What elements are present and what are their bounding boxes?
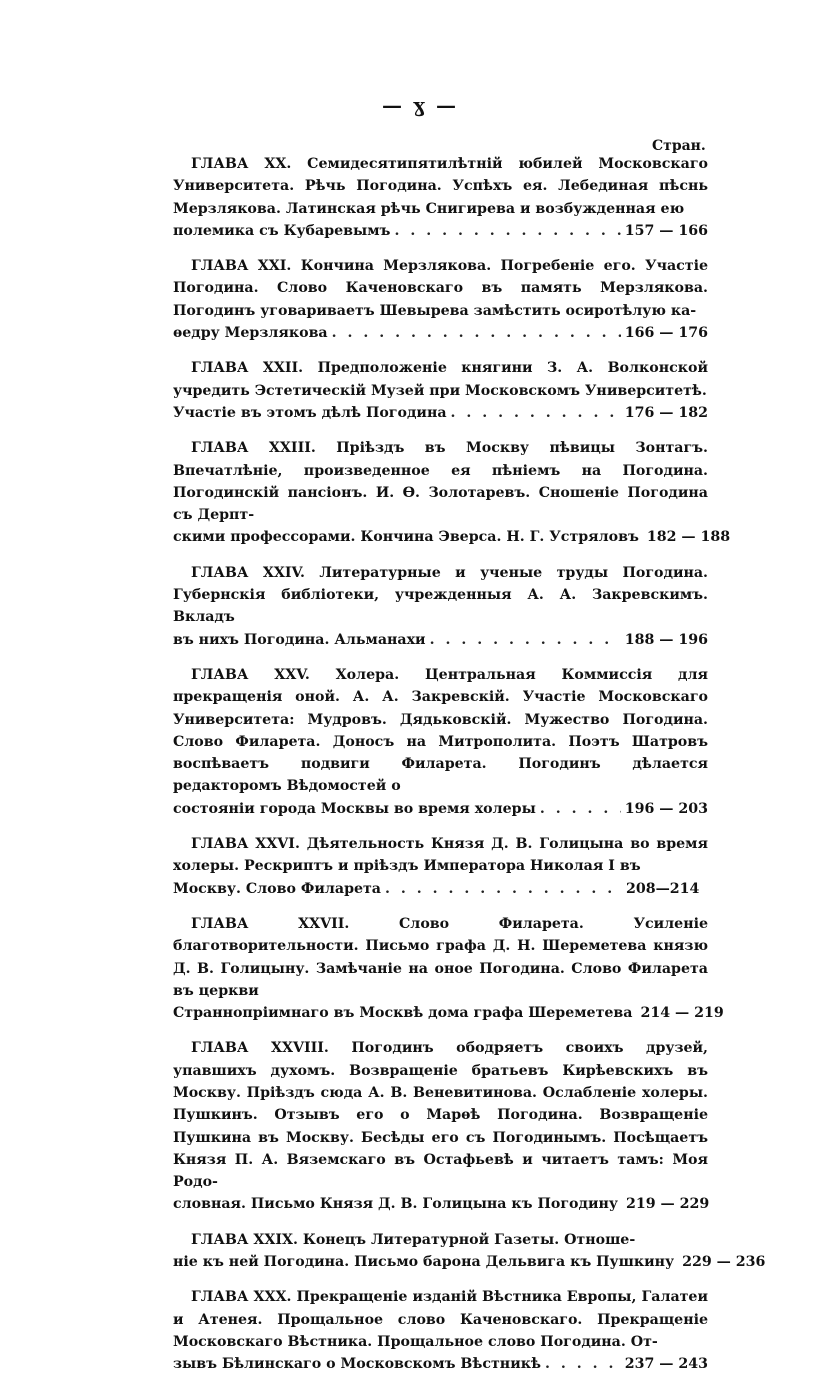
entry-text: ГЛАВА XXX. Прекращеніе изданій Вѣстника Европы, Галатеи и Атенея. Прощальное слово Каченовскаго. Прекращеніе Московскаго Вѣстника. Прощальное слово Погодина. От- (173, 1289, 708, 1350)
entry-text-end: состояніи города Москвы во время холеры (173, 800, 536, 817)
entry-text-end: зывъ Бѣлинскаго о Московскомъ Вѣстникѣ (173, 1356, 541, 1373)
entry-text: ГЛАВА XXII. Предположеніе княгини З. А. Волконской учредить Эстетическій Музей при Московскомъ Университетѣ. (173, 360, 708, 399)
dot-leader (430, 629, 621, 651)
entry-text-end: Страннопріимнаго въ Москвѣ дома графа Шереметева (173, 1005, 633, 1022)
toc-entry-xxix (173, 1229, 766, 1274)
toc-entry-xxiii (173, 437, 731, 548)
entry-text-end: полемика съ Кубаревымъ (173, 222, 391, 239)
entry-text: ГЛАВА XXVI. Дѣятельность Князя Д. В. Голицына во время холеры. Рескриптъ и пріѣздъ Императора Николая I въ (173, 836, 708, 875)
dot-leader (332, 322, 621, 344)
toc-entry-xx (173, 153, 708, 242)
toc-entry-xxiv (173, 562, 708, 651)
entry-text: ГЛАВА XXI. Кончина Мерзлякова. Погребеніе его. Участіе Погодина. Слово Каченовскаго въ память Мерзлякова. Погодинъ уговариваетъ Шевырева замѣстить осиротѣлую ка- (173, 258, 708, 319)
toc-entry-xxviii (173, 1037, 708, 1215)
entry-text-end: ніе къ ней Погодина. Письмо барона Дельвига къ Пушкину (173, 1254, 675, 1271)
entry-text-end: Участіе въ этомъ дѣлѣ Погодина (173, 404, 447, 421)
page-range: 208—214 (626, 880, 700, 897)
page-range: 157 — 166 (624, 222, 708, 239)
toc-entry-xxvi (173, 833, 708, 900)
page-range: 219 — 229 (625, 1196, 710, 1213)
pages-column-label: Стран. (652, 138, 706, 154)
dot-leader (545, 1353, 621, 1375)
entry-text: ГЛАВА XXIV. Литературные и ученые труды Погодина. Губернскія библіотеки, учрежденныя А. А. Закревскимъ. Вкладъ (173, 564, 708, 626)
dot-leader (385, 878, 622, 900)
page-range: 166 — 176 (624, 325, 708, 342)
entry-text: ГЛАВА XX. Семидесятипятилѣтній юбилей Московскаго Университета. Рѣчь Погодина. Успѣхъ ея. Лебединая пѣснь Мерзлякова. Латинская рѣчь Снигирева и возбужденная ею (173, 156, 708, 217)
page-range: 176 — 182 (624, 404, 708, 421)
dot-leader (451, 402, 621, 424)
page-range: 196 — 203 (624, 800, 708, 817)
toc-entry-xxvii (173, 913, 724, 1024)
entry-text: ГЛАВА XXVIII. Погодинъ ободряетъ своихъ друзей, упавшихъ духомъ. Возвращеніе братьевъ Кирѣевскихъ въ Москву. Пріѣздъ сюда А. В. Веневитинова. Ослабленіе холеры. Пушкинъ. Отзывъ его о Марѳѣ Погодина. Возвращеніе Пушкина въ Москву. Бесѣды его съ Погодинымъ. Посѣщаетъ Князя П. А. Вяземскаго въ Остафьевѣ и читаетъ тамъ: Моя Родо- (173, 1040, 708, 1191)
toc-entry-xxi (173, 255, 708, 344)
entry-text-end: въ нихъ Погодина. Альманахи (173, 631, 426, 648)
dot-leader (394, 220, 620, 242)
entry-text: ГЛАВА XXV. Холера. Центральная Коммиссія для прекращенія оной. А. А. Закревскій. Участіе Московскаго Университета: Мудровъ. Дядьковскій. Мужество Погодина. Слово Филарета. Доносъ на Митрополита. Поэтъ Шатровъ воспѣваетъ подвиги Филарета. Погодинъ дѣлается редакторомъ Вѣдомостей о (173, 666, 708, 795)
toc-entry-xxx (173, 1286, 708, 1375)
entry-text-end: ѳедру Мерзлякова (173, 325, 328, 342)
entry-text-end: Москву. Слово Филарета (173, 880, 381, 897)
page-range: 229 — 236 (682, 1254, 766, 1271)
toc-entry-xxii (173, 357, 708, 424)
page-range: 188 — 196 (624, 631, 708, 648)
entry-text: ГЛАВА XXIII. Пріѣздъ въ Москву пѣвицы Зонтагъ. Впечатлѣніе, произведенное ея пѣніемъ на Погодина. Погодинскій пансіонъ. И. Ѳ. Золотаревъ. Сношеніе Погодина съ Дерпт- (173, 440, 708, 524)
entry-text: ГЛАВА XXVII. Слово Филарета. Усиленіе благотворительности. Письмо графа Д. Н. Шереметева князю Д. В. Голицыну. Замѣчаніе на оное Погодина. Слово Филарета въ церкви (173, 915, 708, 999)
toc-entry-xxv (173, 664, 708, 820)
page-range: 237 — 243 (624, 1356, 708, 1373)
page-range: 182 — 188 (646, 529, 731, 546)
entry-text-end: скими профессорами. Кончина Эверса. Н. Г. Устряловъ (173, 529, 639, 546)
entry-text: ГЛАВА XXIX. Конецъ Литературной Газеты. Отноше- (191, 1231, 636, 1248)
entry-text-end: словная. Письмо Князя Д. В. Голицына къ Погодину (173, 1196, 618, 1213)
table-of-contents (173, 153, 766, 1389)
page-marker: — ɣ — (382, 93, 458, 117)
page-range: 214 — 219 (640, 1005, 724, 1022)
dot-leader (540, 798, 621, 820)
